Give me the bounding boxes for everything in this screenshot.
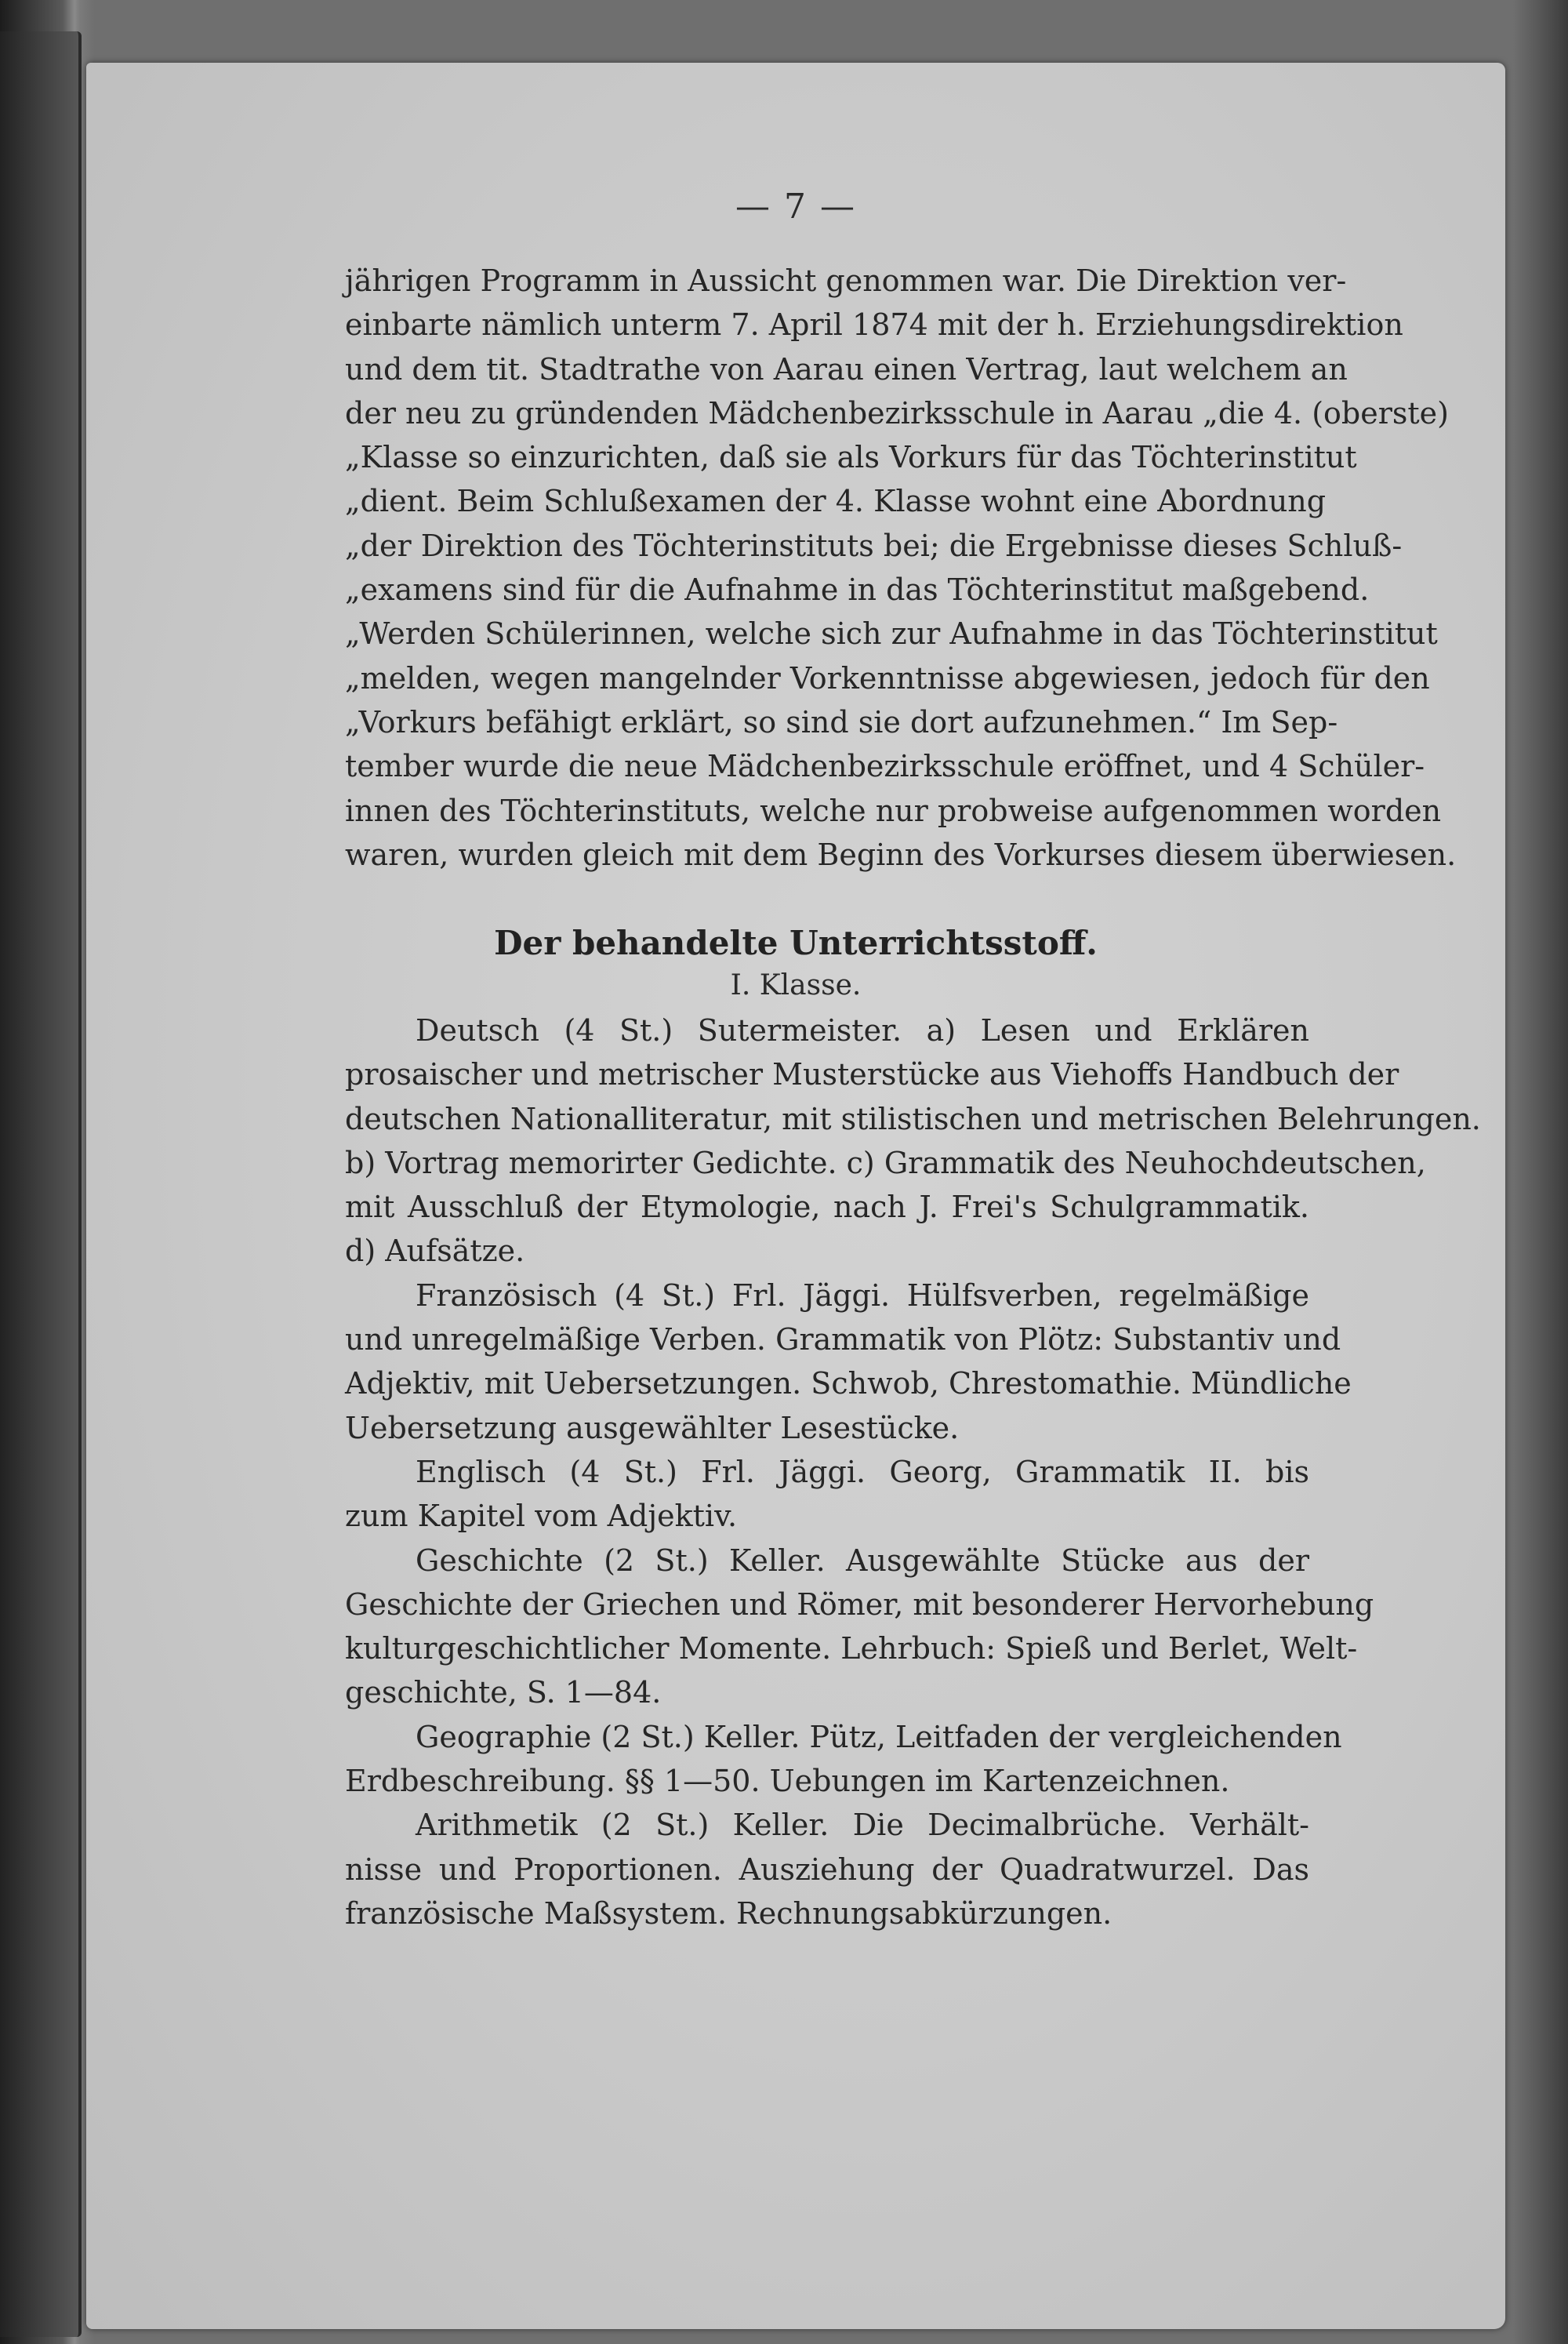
text-line: kulturgeschichtlicher Momente. Lehrbuch: Spieß und Berlet, Welt- <box>345 1631 1358 1666</box>
intro-paragraph <box>345 259 1457 877</box>
text-line: Geographie (2 St.) Keller. Pütz, Leitfaden der vergleichenden <box>416 1719 1342 1754</box>
text-line: „Klasse so einzurichten, daß sie als Vorkurs für das Töchterinstitut <box>345 440 1357 475</box>
subject-englisch <box>345 1450 1309 1539</box>
text-line: waren, wurden gleich mit dem Beginn des Vorkurses diesem überwiesen. <box>345 837 1457 872</box>
subject-arithmetik <box>345 1803 1309 1935</box>
text-line: jährigen Programm in Aussicht genommen war. Die Direktion ver- <box>345 263 1347 298</box>
book-page <box>86 63 1505 2329</box>
text-line: „Werden Schülerinnen, welche sich zur Aufnahme in das Töchterinstitut <box>345 616 1438 652</box>
class-subheading: I. Klasse. <box>730 969 862 1001</box>
text-line: Geschichte (2 St.) Keller. Ausgewählte Stücke aus der <box>416 1543 1309 1578</box>
text-line: prosaischer und metrischer Musterstücke aus Viehoffs Handbuch der <box>345 1057 1399 1092</box>
subject-geographie <box>345 1715 1342 1804</box>
text-line: b) Vortrag memorirter Gedichte. c) Grammatik des Neuhochdeutschen, <box>345 1145 1426 1180</box>
text-line: einbarte nämlich unterm 7. April 1874 mit der h. Erziehungsdirektion <box>345 307 1403 343</box>
text-line: und unregelmäßige Verben. Grammatik von Plötz: Substantiv und <box>345 1322 1341 1357</box>
text-line: „melden, wegen mangelnder Vorkenntnisse abgewiesen, jedoch für den <box>345 660 1430 696</box>
text-line: geschichte, S. 1—84. <box>345 1675 662 1710</box>
text-line: zum Kapitel vom Adjektiv. <box>345 1499 738 1534</box>
text-line: Englisch (4 St.) Frl. Jäggi. Georg, Grammatik II. bis <box>416 1454 1309 1489</box>
left-page-edge <box>0 31 82 2337</box>
text-line: Deutsch (4 St.) Sutermeister. a) Lesen und Erklären <box>416 1013 1309 1048</box>
text-line: „der Direktion des Töchterinstituts bei; die Ergebnisse dieses Schluß- <box>345 528 1403 563</box>
text-line: tember wurde die neue Mädchenbezirksschule eröffnet, und 4 Schüler- <box>345 749 1425 784</box>
subject-franzoesisch <box>345 1274 1352 1450</box>
text-line: „Vorkurs befähigt erklärt, so sind sie dort aufzunehmen.“ Im Sep- <box>345 704 1338 740</box>
text-line: nisse und Proportionen. Ausziehung der Quadratwurzel. Das <box>345 1852 1309 1887</box>
page-number: — 7 — <box>735 187 856 227</box>
text-line: Uebersetzung ausgewählter Lesestücke. <box>345 1410 960 1445</box>
text-line: d) Aufsätze. <box>345 1234 525 1269</box>
text-line: Arithmetik (2 St.) Keller. Die Decimalbrüche. Verhält- <box>416 1808 1309 1843</box>
text-line: der neu zu gründenden Mädchenbezirksschule in Aarau „die 4. (oberste) <box>345 395 1449 431</box>
subject-deutsch <box>345 1008 1481 1274</box>
text-line: „examens sind für die Aufnahme in das Töchterinstitut maßgebend. <box>345 572 1370 608</box>
curriculum-list <box>345 1008 1481 1935</box>
text-line: und dem tit. Stadtrathe von Aarau einen Vertrag, laut welchem an <box>345 351 1348 387</box>
text-line: mit Ausschluß der Etymologie, nach J. Frei's Schulgrammatik. <box>345 1190 1309 1225</box>
text-line: französische Maßsystem. Rechnungsabkürzungen. <box>345 1895 1112 1931</box>
text-line: innen des Töchterinstituts, welche nur probweise aufgenommen worden <box>345 793 1442 828</box>
subject-geschichte <box>345 1539 1374 1715</box>
text-line: „dient. Beim Schlußexamen der 4. Klasse wohnt eine Abordnung <box>345 484 1327 519</box>
text-line: Französisch (4 St.) Frl. Jäggi. Hülfsverben, regelmäßige <box>416 1277 1309 1313</box>
text-line: Erdbeschreibung. §§ 1—50. Uebungen im Kartenzeichnen. <box>345 1764 1230 1799</box>
text-line: deutschen Nationalliteratur, mit stilistischen und metrischen Belehrungen. <box>345 1101 1481 1136</box>
text-line: Geschichte der Griechen und Römer, mit besonderer Hervorhebung <box>345 1586 1374 1622</box>
text-line: Adjektiv, mit Uebersetzungen. Schwob, Chrestomathie. Mündliche <box>345 1366 1352 1401</box>
section-heading: Der behandelte Unterrichtsstoff. <box>494 924 1098 962</box>
